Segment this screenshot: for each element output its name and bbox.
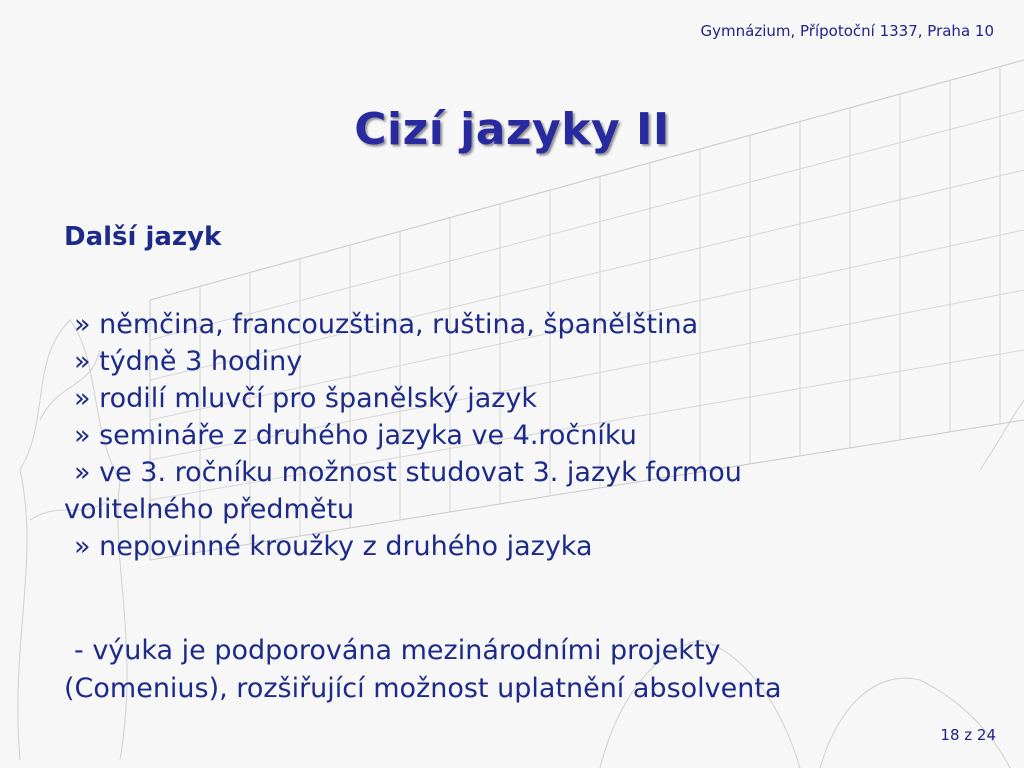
- page-number: 18 z 24: [940, 726, 996, 744]
- bullet-item: » ve 3. ročníku možnost studovat 3. jazyk formou: [74, 457, 742, 488]
- school-address: Gymnázium, Přípotoční 1337, Praha 10: [700, 22, 994, 40]
- note-line: (Comenius), rozšiřující možnost uplatnění absolventa: [64, 673, 782, 704]
- bullet-item-continuation: volitelného předmětu: [64, 494, 355, 525]
- bullet-item: » němčina, francouzština, ruština, španělština: [74, 309, 699, 340]
- slide-title: Cizí jazyky II: [354, 104, 670, 155]
- bullet-item: » nepovinné kroužky z druhého jazyka: [74, 531, 593, 562]
- note-line: - výuka je podporována mezinárodními projekty: [74, 635, 721, 666]
- projects-note: [64, 632, 994, 708]
- bullet-item: » rodilí mluvčí pro španělský jazyk: [74, 383, 538, 414]
- bullet-item: » semináře z druhého jazyka ve 4.ročníku: [74, 420, 637, 451]
- section-subtitle: Další jazyk: [64, 222, 222, 252]
- bullet-item: » týdně 3 hodiny: [74, 346, 303, 377]
- bullet-list: [64, 306, 964, 565]
